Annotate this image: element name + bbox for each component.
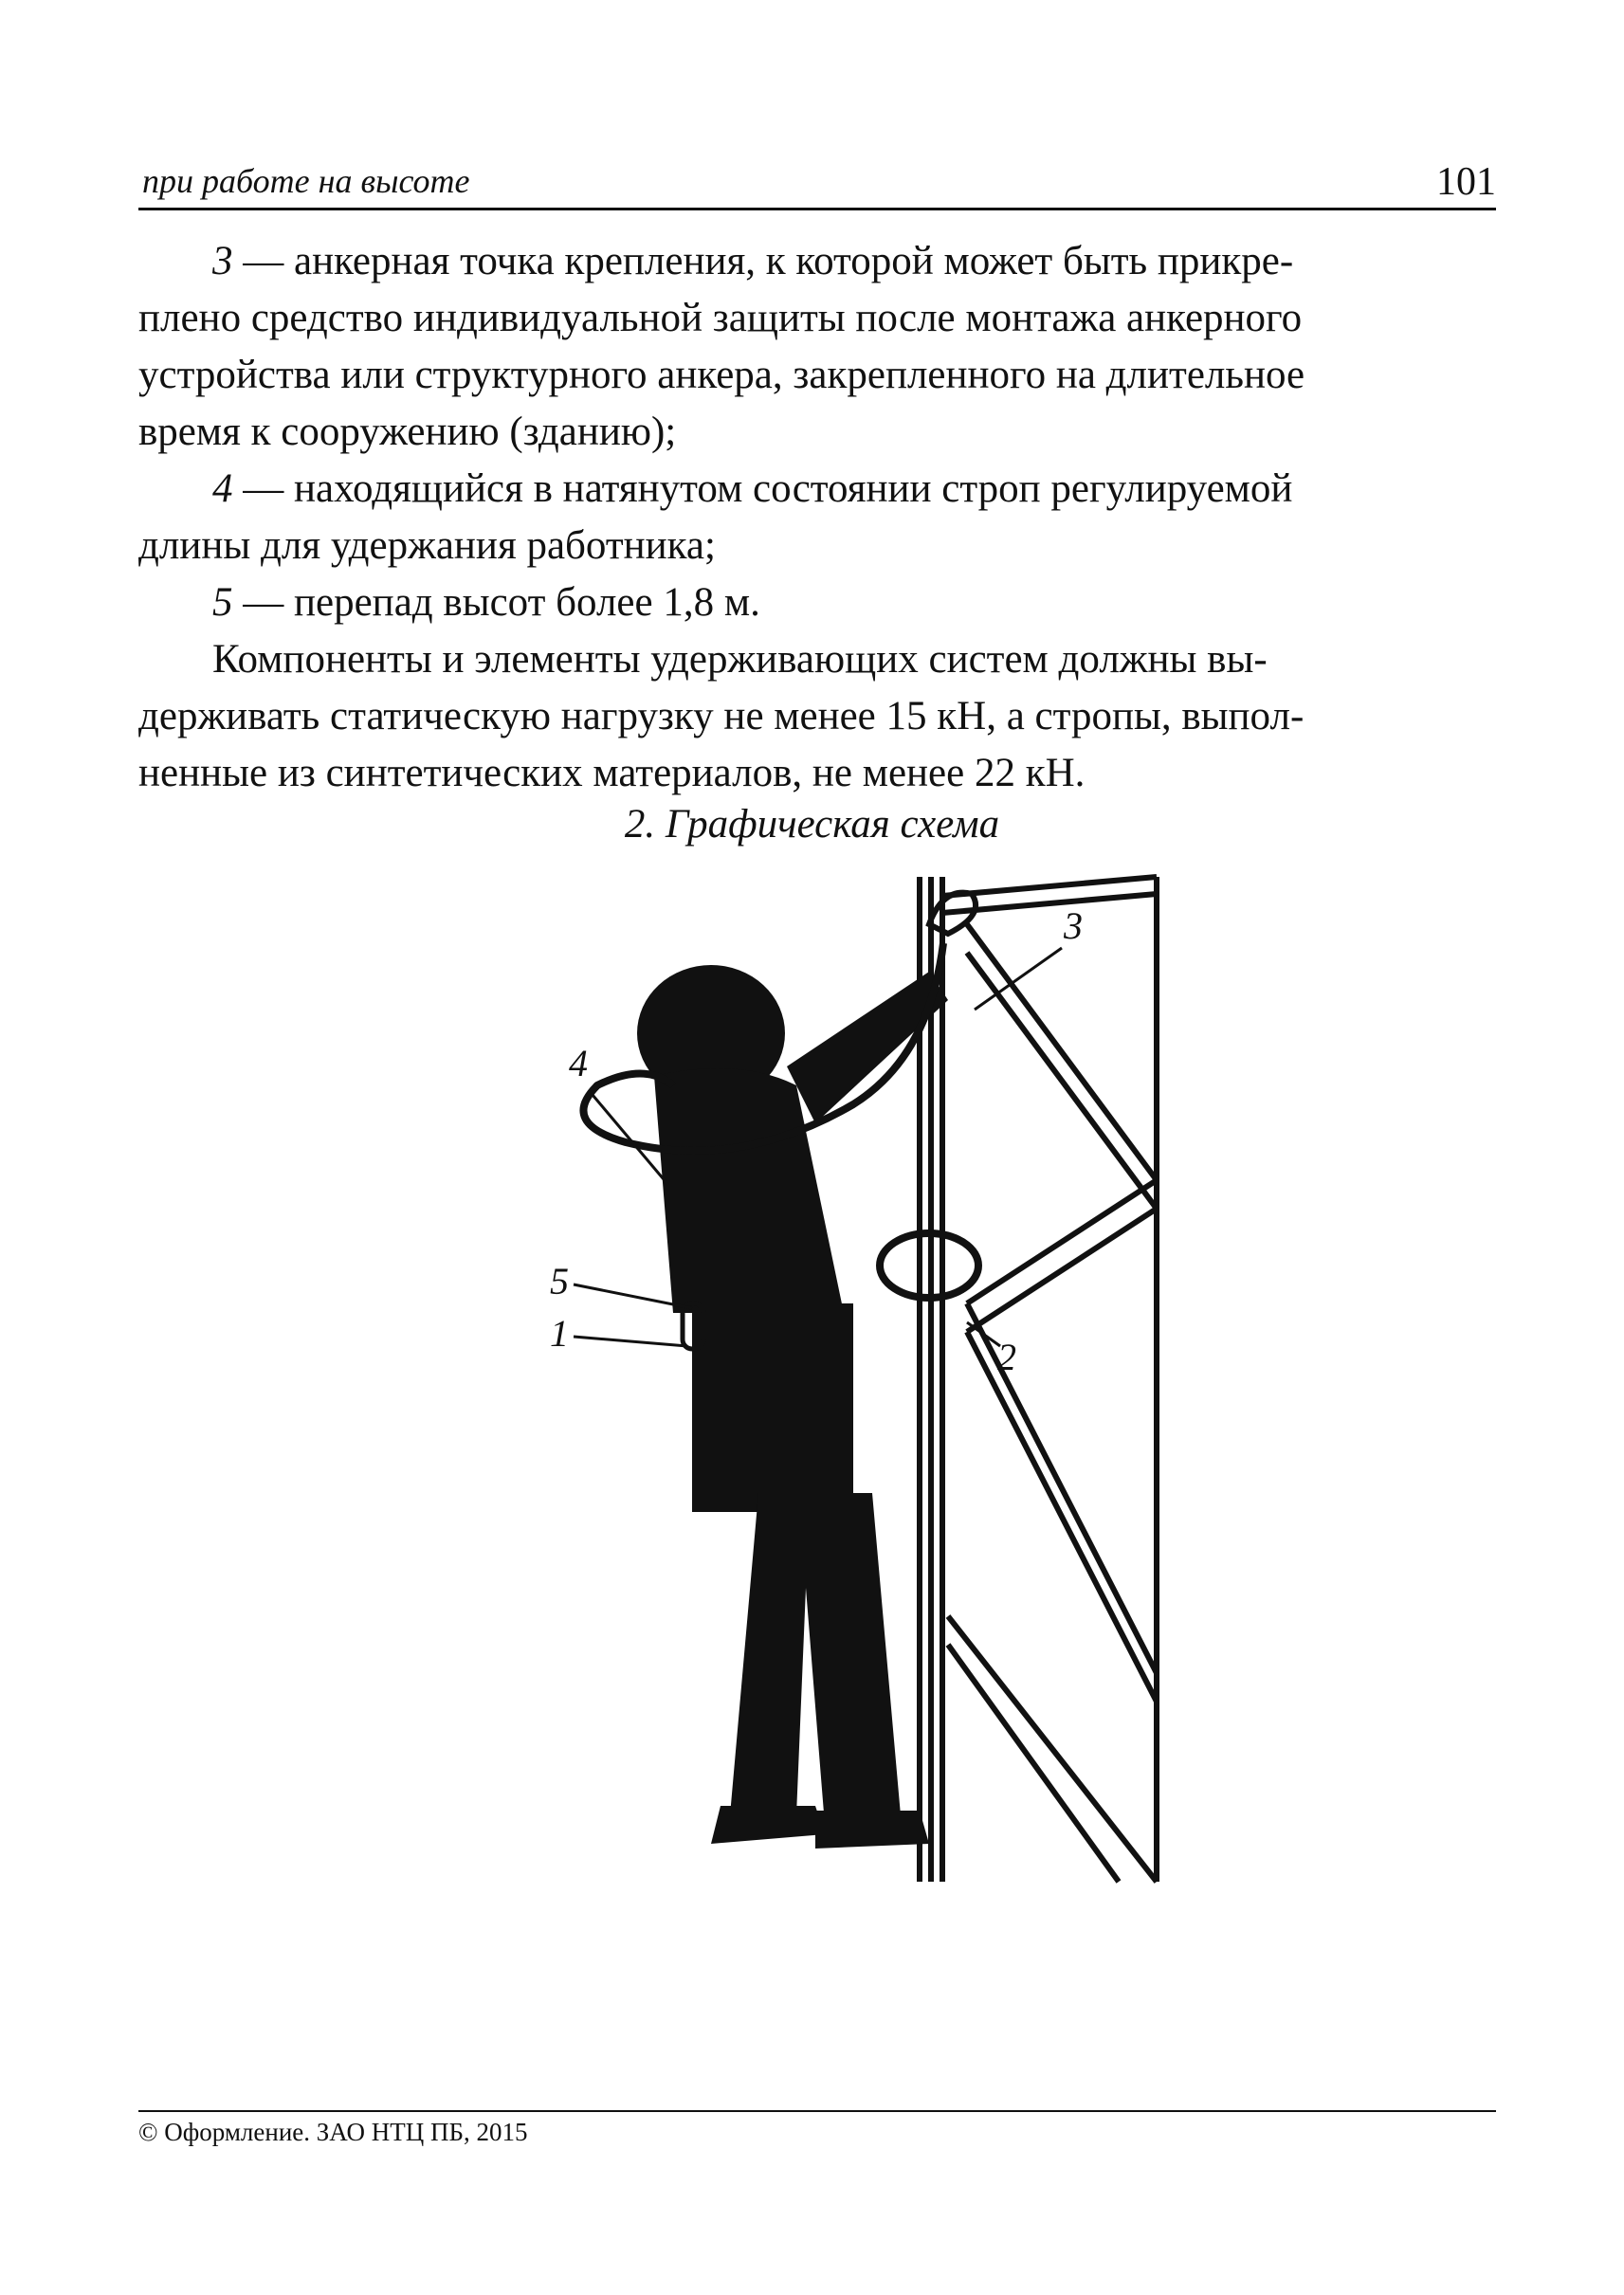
item-4-paragraph: [138, 461, 1496, 574]
item-3-line-4: время к сооружению (зданию);: [138, 410, 677, 454]
item-3-line-2: плено средство индивидуальной защиты после монтажа анкерного: [138, 296, 1303, 340]
page-number: 101: [1436, 160, 1496, 204]
item-4-line-2: длины для удержания работника;: [138, 523, 716, 568]
item-3-line-3: устройства или структурного анкера, закрепленного на длительное: [138, 353, 1305, 397]
restraint-system-figure: [455, 867, 1176, 1896]
item-3-key: 3: [212, 239, 233, 283]
footer-rule: [138, 2110, 1496, 2112]
figure-label-3: 3: [1064, 904, 1083, 947]
figure-label-4: 4: [569, 1042, 588, 1084]
header-rule: [138, 208, 1496, 210]
components-line-2: держивать статическую нагрузку не менее 15 кН, а стропы, выпол-: [138, 694, 1305, 738]
figure-title: 2. Графическая схема: [624, 802, 1000, 847]
figure-label-5: 5: [550, 1260, 569, 1302]
figure-label-2: 2: [997, 1336, 1016, 1378]
figure-label-1: 1: [550, 1312, 569, 1355]
components-line-3: ненные из синтетических материалов, не менее 22 кН.: [138, 751, 1086, 795]
item-4-line-1: — находящийся в натянутом состоянии строп регулируемой: [232, 466, 1293, 511]
footer-copyright: © Оформление. ЗАО НТЦ ПБ, 2015: [138, 2118, 528, 2146]
running-header: при работе на высоте: [142, 162, 470, 200]
item-5-line-1: — перепад высот более 1,8 м.: [232, 580, 760, 625]
item-5-paragraph: [138, 574, 1496, 631]
item-4-key: 4: [212, 466, 233, 511]
components-paragraph: [138, 631, 1496, 802]
worker-silhouette: [637, 965, 948, 1849]
components-line-1: Компоненты и элементы удерживающих систем должны вы-: [212, 637, 1268, 682]
item-5-key: 5: [212, 580, 233, 625]
item-3-paragraph: [138, 233, 1496, 461]
tower-structure: [920, 877, 1157, 1882]
item-3-line-1: — анкерная точка крепления, к которой может быть прикре-: [232, 239, 1294, 283]
